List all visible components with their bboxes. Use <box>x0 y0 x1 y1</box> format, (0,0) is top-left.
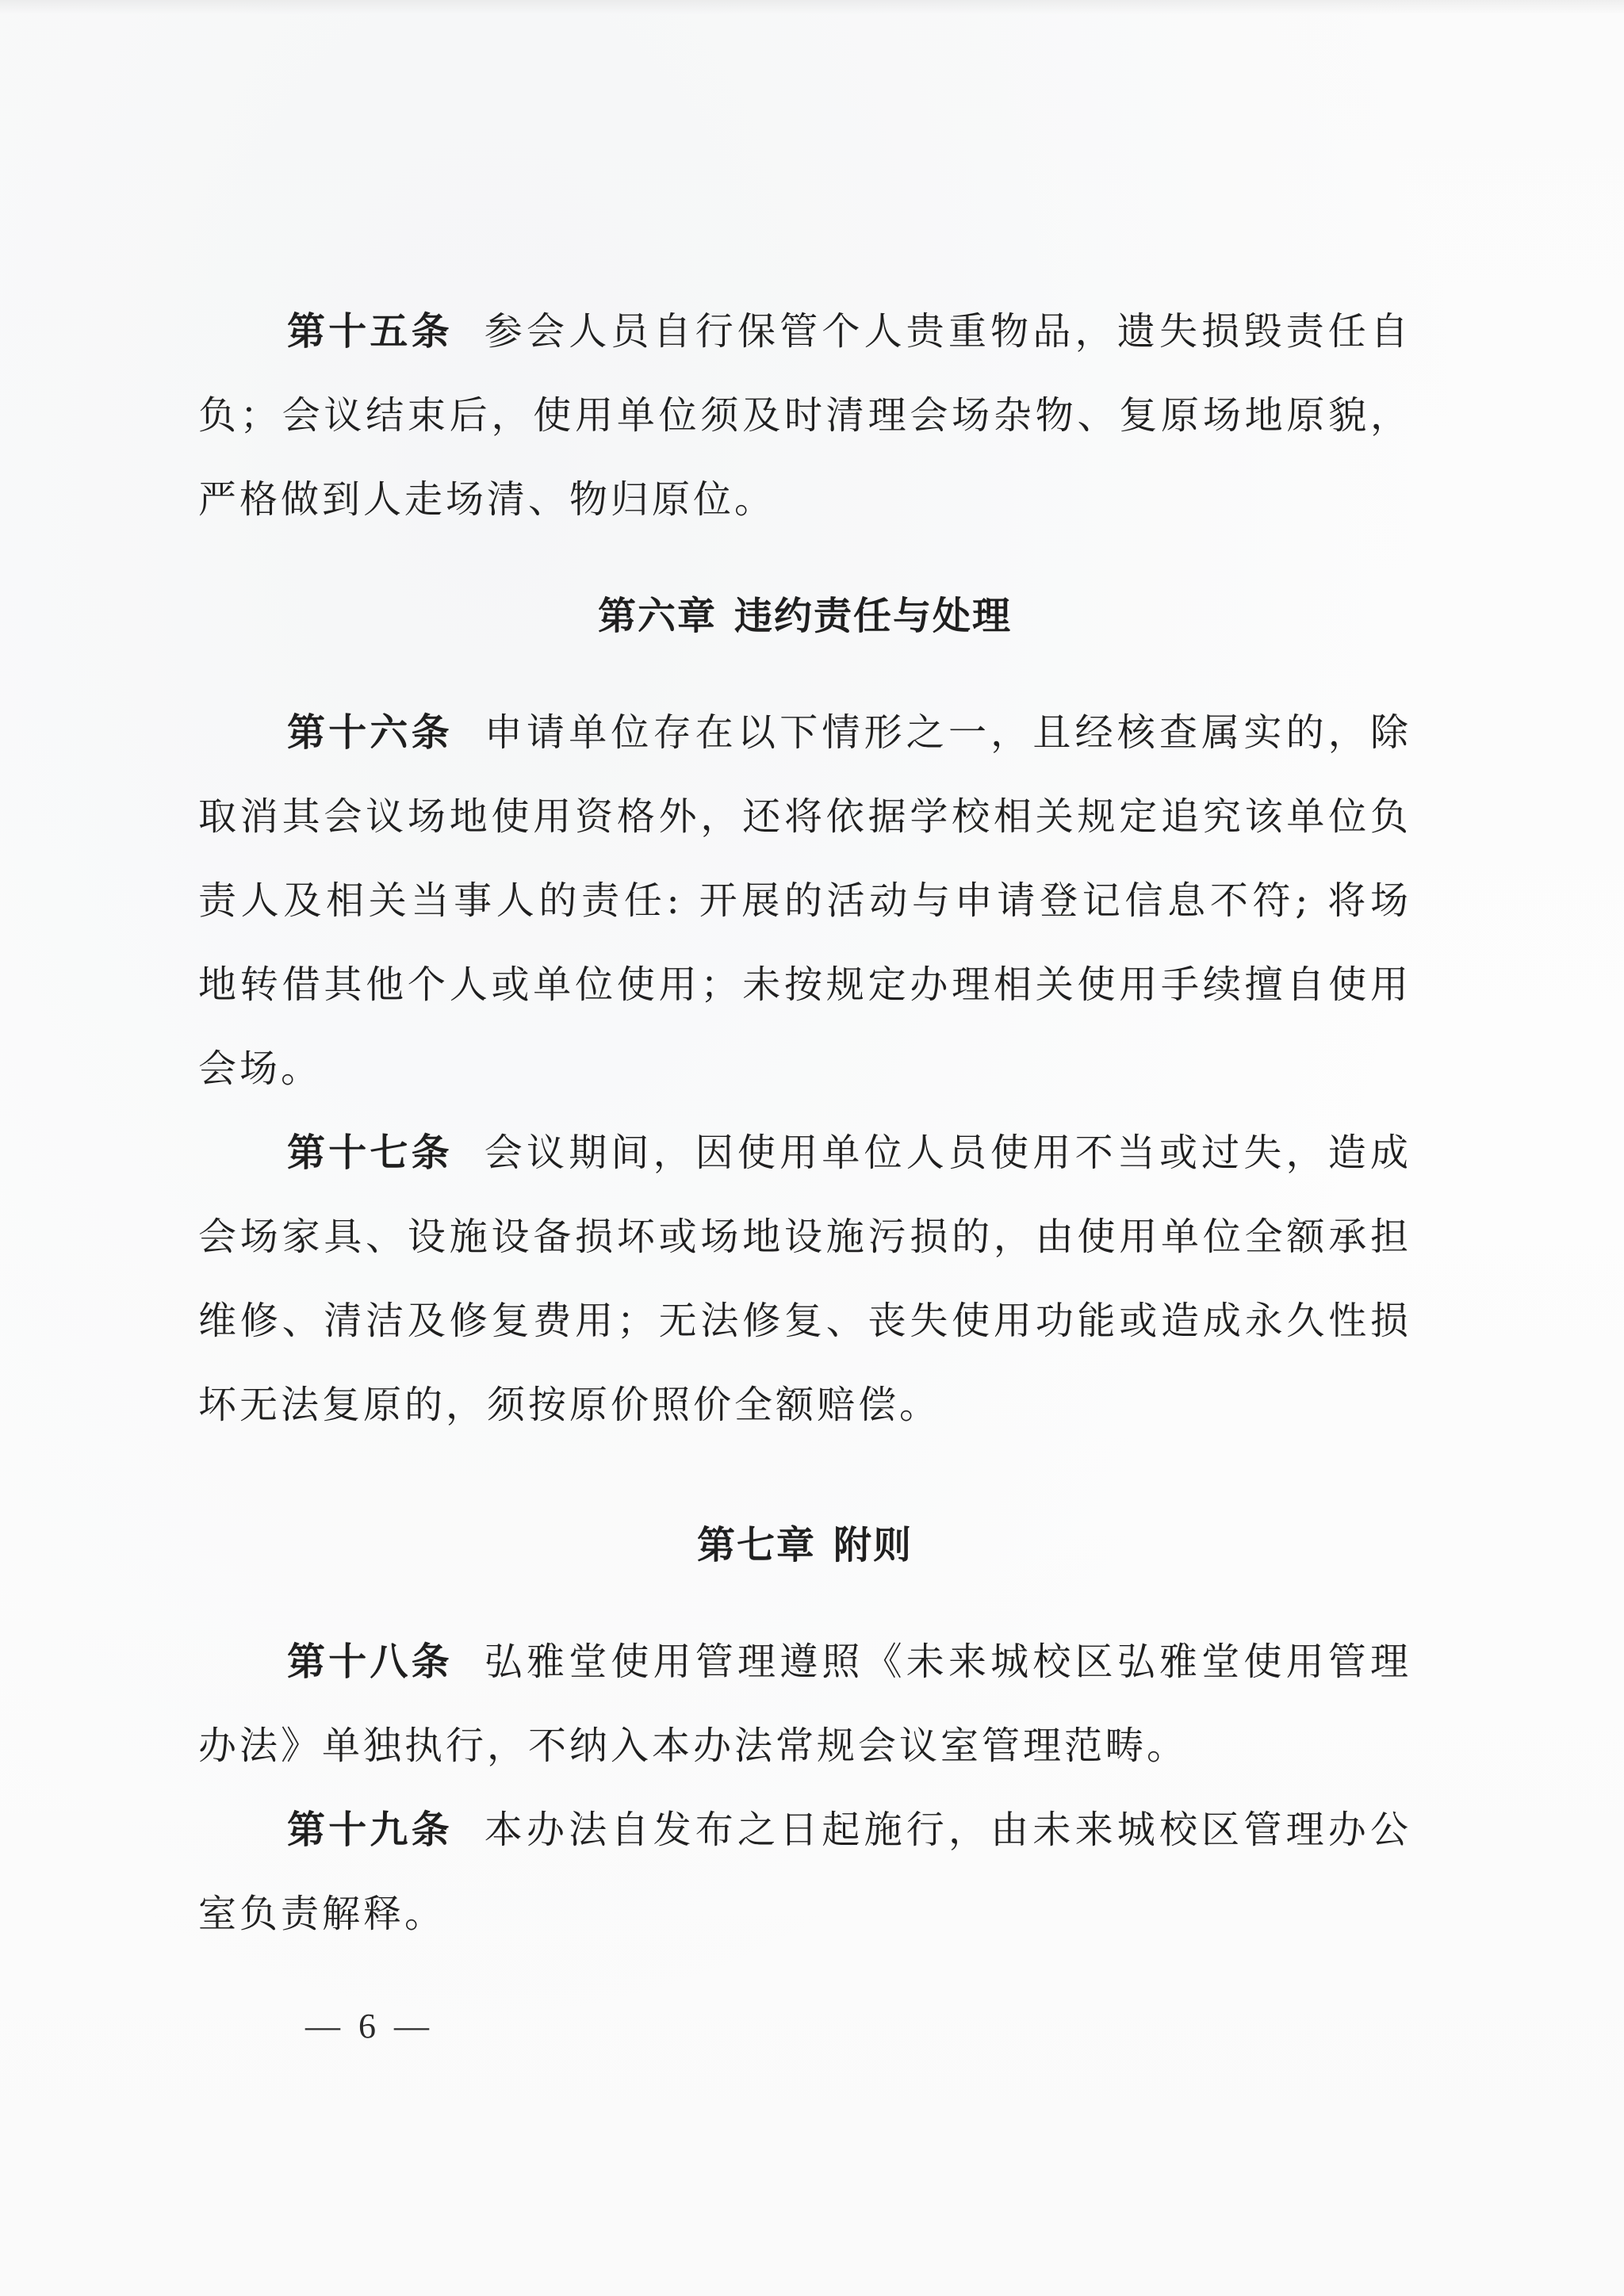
chapter-number: 第六章 <box>597 594 717 638</box>
chapter-number: 第七章 <box>696 1523 816 1567</box>
scan-edge-shadow <box>0 0 1624 14</box>
spacer <box>198 541 1411 565</box>
article-number: 第十六条 <box>287 710 453 755</box>
article-text: 本办法自发布之日起施行，由未来城校区管理办公室负责解释。 <box>198 1808 1411 1936</box>
chapter-title: 违约责任与处理 <box>734 594 1013 638</box>
page-number: — 6 — <box>305 2007 434 2045</box>
article-15 <box>198 289 1411 541</box>
article-19 <box>198 1788 1411 1956</box>
chapter-title: 附则 <box>833 1523 914 1567</box>
spacer <box>198 1596 1411 1620</box>
article-17 <box>198 1111 1411 1447</box>
chapter-6-heading <box>198 565 1411 667</box>
article-text: 会议期间，因使用单位人员使用不当或过失，造成会场家具、设施设备损坏或场地设施污损的，由使用单位全额承担维修、清洁及修复费用；无法修复、丧失使用功能或造成永久性损坏无法复原的，须按原价照价全额赔偿。 <box>198 1131 1411 1427</box>
chapter-7-heading <box>198 1494 1411 1596</box>
document-body <box>198 289 1411 1956</box>
article-18 <box>198 1620 1411 1788</box>
article-text: 弘雅堂使用管理遵照《未来城校区弘雅堂使用管理办法》单独执行，不纳入本办法常规会议室管理范畴。 <box>198 1640 1411 1768</box>
article-number: 第十七条 <box>287 1131 453 1175</box>
spacer <box>198 1447 1411 1494</box>
spacer <box>198 667 1411 691</box>
article-number: 第十九条 <box>287 1808 453 1852</box>
article-number: 第十五条 <box>287 309 453 354</box>
article-text: 参会人员自行保管个人贵重物品，遗失损毁责任自负；会议结束后，使用单位须及时清理会场杂物、复原场地原貌，严格做到人走场清、物归原位。 <box>198 309 1411 522</box>
article-16 <box>198 691 1411 1111</box>
article-text: 申请单位存在以下情形之一，且经核查属实的，除取消其会议场地使用资格外，还将依据学校相关规定追究该单位负责人及相关当事人的责任: 开展的活动与申请登记信息不符; 将场地转借其他个人或单位使用；未按规定办理相关使用手续擅自使用会场。 <box>198 710 1411 1091</box>
article-number: 第十八条 <box>287 1640 453 1684</box>
